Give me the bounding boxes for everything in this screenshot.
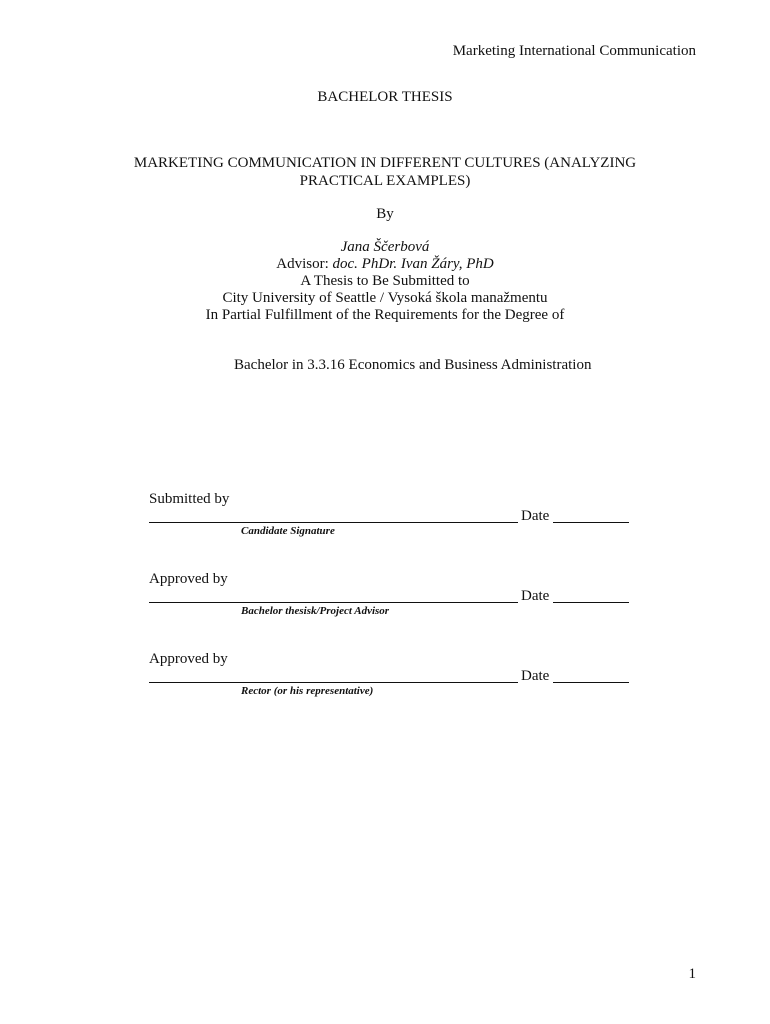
signature-label: Submitted by [149, 491, 230, 507]
author-name: Jana Ščerbová [340, 239, 430, 255]
submitted-to: A Thesis to Be Submitted to [300, 273, 470, 289]
advisor-name: doc. PhDr. Ivan Žáry, PhD [332, 256, 494, 272]
signature-line [149, 602, 518, 603]
degree-line: Bachelor in 3.3.16 Economics and Business Administration [234, 357, 592, 373]
date-line [553, 522, 629, 523]
signature-line [149, 682, 518, 683]
signature-caption: Bachelor thesisk/Project Advisor [241, 605, 390, 617]
fulfillment-statement: In Partial Fulfillment of the Requirements for the Degree of [205, 307, 565, 323]
signature-label: Approved by [149, 571, 228, 587]
thesis-title-line-2: PRACTICAL EXAMPLES) [299, 173, 471, 189]
date-label: Date [521, 588, 550, 604]
signature-caption: Candidate Signature [241, 525, 335, 537]
document-type: BACHELOR THESIS [317, 89, 453, 105]
date-line [553, 602, 629, 603]
date-label: Date [521, 508, 550, 524]
date-label: Date [521, 668, 550, 684]
signature-label: Approved by [149, 651, 228, 667]
signature-line [149, 522, 518, 523]
signature-caption: Rector (or his representative) [241, 685, 374, 697]
by-label: By [376, 206, 394, 222]
institution: City University of Seattle / Vysoká škola manažmentu [222, 290, 548, 306]
thesis-title-line-1: MARKETING COMMUNICATION IN DIFFERENT CULTURES (ANALYZING [133, 155, 637, 171]
advisor-line [0, 256, 770, 273]
running-header: Marketing International Communication [452, 43, 696, 59]
page-number: 1 [688, 966, 696, 982]
advisor-label: Advisor: [276, 256, 329, 272]
date-line [553, 682, 629, 683]
